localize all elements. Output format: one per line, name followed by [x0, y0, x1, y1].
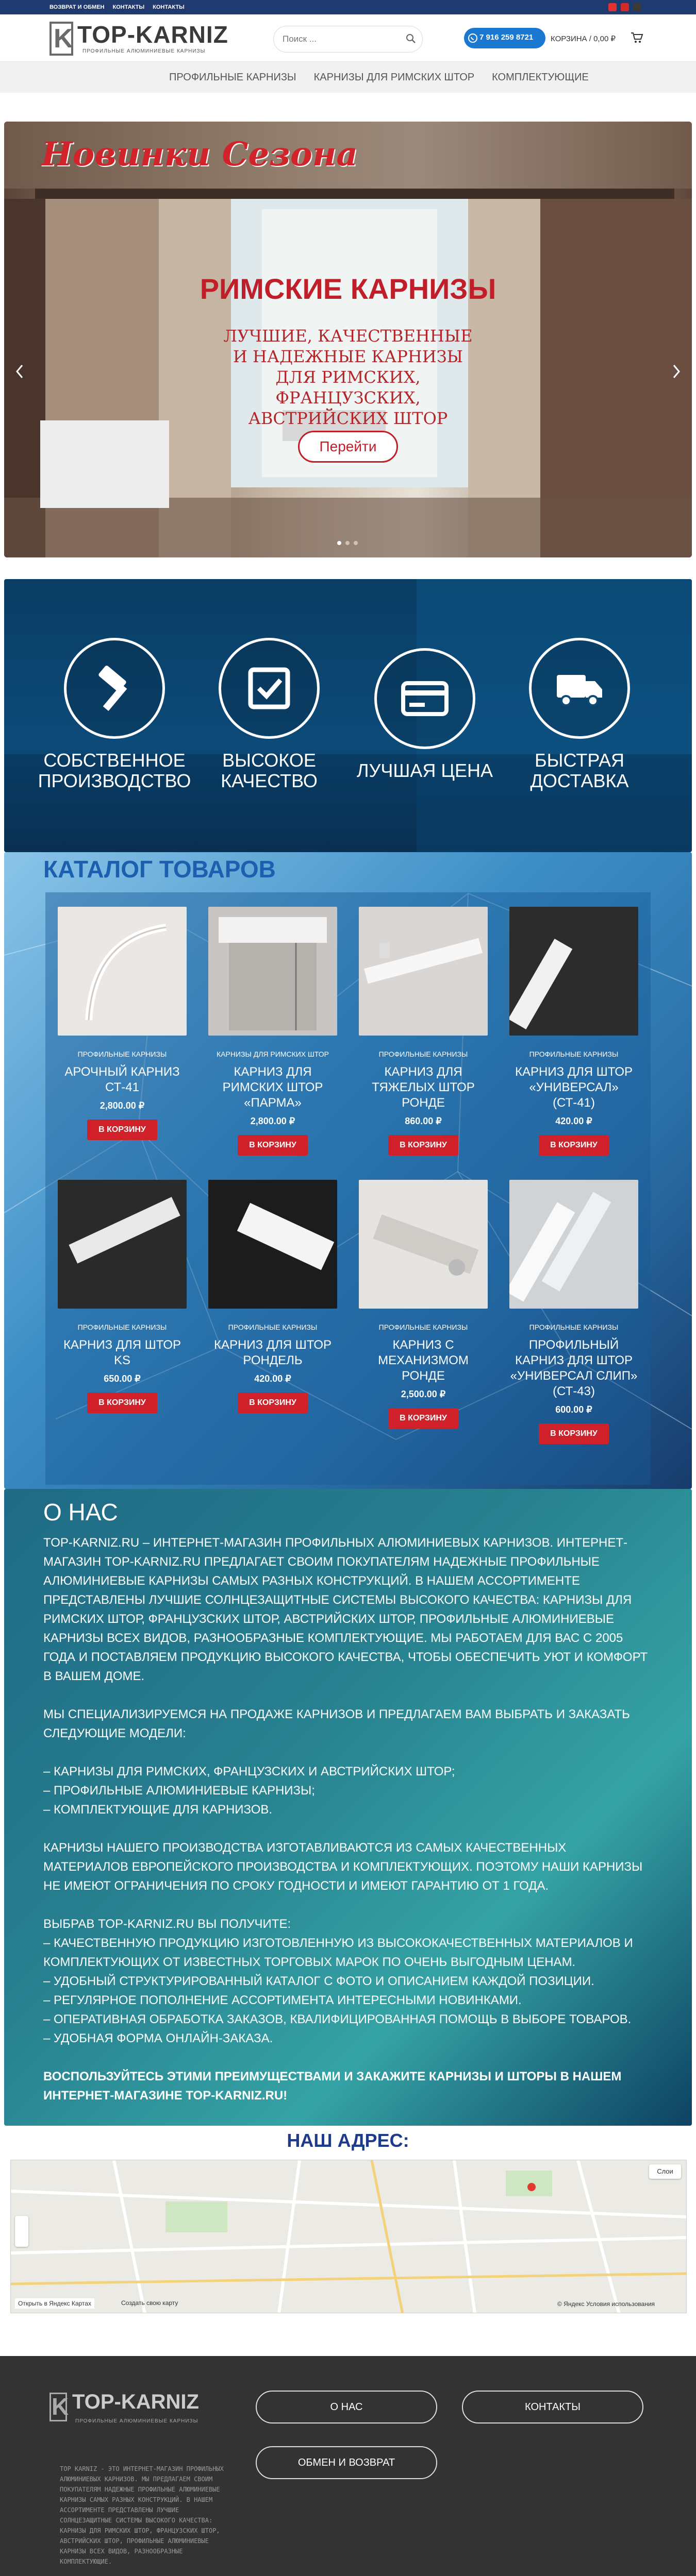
whatsapp-icon: [468, 33, 477, 43]
product-image[interactable]: [509, 907, 638, 1036]
top-links: [49, 0, 185, 14]
footer-description: TOP KARNIZ - ЭТО ИНТЕРНЕТ-МАГАЗИН ПРОФИЛЬНЫХ АЛЮМИНИЕВЫХ КАРНИЗОВ. МЫ ПРЕДЛАГАЕМ СВОИМ ПОКУПАТЕЛЯМ НАДЕЖНЫЕ ПРОФИЛЬНЫЕ АЛЮМИНИЕВЫЕ КАРНИЗЫ САМЫХ РАЗНЫХ КОНСТРУКЦИЙ. В НАШЕМ АССОРТИМЕНТЕ ПРЕДСТАВЛЕНЫ ЛУЧШИЕ СОЛНЦЕЗАЩИТНЫЕ СИСТЕМЫ ВЫСОКОГО КАЧЕСТВА: КАРНИЗЫ ДЛЯ РИМСКИХ ШТОР, ФРАНЦУЗСКИХ ШТОР, АВСТРИЙСКИХ ШТОР, ПРОФИЛЬНЫЕ АЛЮМИНИЕВЫЕ КАРНИЗЫ ВСЕХ ВИДОВ, РАЗНООБРАЗНЫЕ КОМПЛЕКТУЮЩИЕ.: [60, 2465, 224, 2565]
nav-item-profile[interactable]: ПРОФИЛЬНЫЕ КАРНИЗЫ: [169, 71, 296, 83]
checkmark-icon: [243, 663, 295, 714]
map-layers-button[interactable]: Слои: [649, 2164, 681, 2179]
mechanism-rail-image: [359, 1180, 488, 1309]
credit-card-icon: [399, 673, 451, 724]
logo-subtitle: ПРОФИЛЬНЫЕ АЛЮМИНИЕВЫЕ КАРНИЗЫ: [82, 48, 206, 54]
product-category[interactable]: ПРОФИЛЬНЫЕ КАРНИЗЫ: [378, 1050, 468, 1058]
arch-rail-image: [58, 907, 187, 1036]
slider-next-icon[interactable]: [671, 364, 682, 379]
product-category[interactable]: ПРОФИЛЬНЫЕ КАРНИЗЫ: [378, 1323, 468, 1331]
product-category[interactable]: ПРОФИЛЬНЫЕ КАРНИЗЫ: [228, 1323, 318, 1331]
product-price: 420.00 ₽: [254, 1374, 291, 1384]
product-card[interactable]: [208, 1180, 337, 1413]
map-zoom-control[interactable]: [15, 2216, 28, 2247]
heavy-rail-image: [359, 907, 488, 1036]
product-category[interactable]: ПРОФИЛЬНЫЕ КАРНИЗЫ: [77, 1050, 167, 1058]
add-to-cart-button[interactable]: В КОРЗИНУ: [539, 1135, 609, 1156]
about-paragraph: ВЫБРАВ TOP-KARNIZ.RU ВЫ ПОЛУЧИТЕ: – КАЧЕСТВЕННУЮ ПРОДУКЦИЮ ИЗГОТОВЛЕННУЮ ИЗ ВЫСОКОКАЧЕСТВЕННЫХ МАТЕРИАЛОВ И КОМПЛЕКТУЮЩИХ ОТ ИЗВЕСТНЫХ ТОРГОВЫХ МАРОК ПО ОЧЕНЬ ВЫГОДНЫМ ЦЕНАМ. – УДОБНЫЙ СТРУКТУРИРОВАННЫЙ КАТАЛОГ С ФОТО И ОПИСАНИЕМ КАЖДОЙ ПОЗИЦИИ. – РЕГУЛЯРНОЕ ПОПОЛНЕНИЕ АССОРТИМЕНТА ИНТЕРЕСНЫМИ НОВИНКАМИ. – ОПЕРАТИВНАЯ ОБРАБОТКА ЗАКАЗОВ, КВАЛИФИЦИРОВАННАЯ ПОМОЩЬ В ВЫБОРЕ ТОВАРОВ. – УДОБНАЯ ФОРМА ОНЛАЙН-ЗАКАЗА.: [43, 1917, 633, 2045]
hero-heading: РИМСКИЕ КАРНИЗЫ: [200, 273, 496, 305]
feature-title-2: ВЫСОКОЕ КАЧЕСТВО: [221, 750, 318, 791]
add-to-cart-button[interactable]: В КОРЗИНУ: [388, 1135, 458, 1156]
product-category[interactable]: КАРНИЗЫ ДЛЯ РИМСКИХ ШТОР: [216, 1050, 329, 1058]
search-icon[interactable]: [405, 33, 417, 44]
map-open-link[interactable]: Открыть в Яндекс Картах: [15, 2298, 94, 2309]
about-paragraph: TOP-KARNIZ.RU – ИНТЕРНЕТ-МАГАЗИН ПРОФИЛЬНЫХ АЛЮМИНИЕВЫХ КАРНИЗОВ. ИНТЕРНЕТ-МАГАЗИН TOP-KARNIZ.RU ПРЕДЛАГАЕТ СВОИМ ПОКУПАТЕЛЯМ НАДЕЖНЫЕ ПРОФИЛЬНЫЕ АЛЮМИНИЕВЫЕ КАРНИЗЫ САМЫХ РАЗНЫХ КОНСТРУКЦИЙ. В НАШЕМ АССОРТИМЕНТЕ ПРЕДСТАВЛЕНЫ ЛУЧШИЕ СОЛНЦЕЗАЩИТНЫЕ СИСТЕМЫ ВЫСОКОГО КАЧЕСТВА: КАРНИЗЫ ДЛЯ РИМСКИХ ШТОР, ФРАНЦУЗСКИХ ШТОР, АВСТРИЙСКИХ ШТОР, ПРОФИЛЬНЫЕ АЛЮМИНИЕВЫЕ КАРНИЗЫ ВСЕХ ВИДОВ, РАЗНООБРАЗНЫЕ КОМПЛЕКТУЮЩИЕ. МЫ РАБОТАЕМ ДЛЯ ВАС С 2005 ГОДА И ПОСТАВЛЯЕМ ПРОДУКЦИЮ ВЫСОКОГО КАЧЕСТВА, ЧТОБЫ ОБЕСПЕЧИТЬ УЮТ И КОМФОРТ В ВАШЕМ ДОМЕ.: [43, 1536, 648, 1683]
add-to-cart-button[interactable]: В КОРЗИНУ: [539, 1423, 609, 1444]
product-image[interactable]: [359, 1180, 488, 1309]
product-price: 600.00 ₽: [555, 1404, 592, 1415]
product-name[interactable]: КАРНИЗ ДЛЯ ТЯЖЕЛЫХ ШТОР РОНДЕ: [372, 1065, 475, 1110]
product-image[interactable]: [208, 907, 337, 1036]
ks-rail-image: [58, 1180, 187, 1309]
product-image[interactable]: [359, 907, 488, 1036]
slider-prev-icon[interactable]: [14, 364, 25, 379]
product-price: 2,500.00 ₽: [401, 1389, 446, 1399]
map-create-link[interactable]: Создать свою карту: [121, 2299, 178, 2307]
product-card[interactable]: [208, 907, 337, 1156]
product-price: 2,800.00 ₽: [100, 1100, 145, 1111]
search-input[interactable]: [283, 32, 396, 46]
feature-title-1: СОБСТВЕННОЕ ПРОИЗВОДСТВО: [38, 750, 191, 791]
footer-returns-button[interactable]: ОБМЕН И ВОЗВРАТ: [256, 2446, 437, 2479]
nav-items: [169, 62, 589, 93]
instagram-icon[interactable]: [633, 3, 641, 11]
logo-k-icon: K: [54, 24, 73, 54]
product-category[interactable]: ПРОФИЛЬНЫЕ КАРНИЗЫ: [77, 1323, 167, 1331]
cart-icon[interactable]: [630, 31, 643, 44]
slider-dot-2[interactable]: [345, 541, 350, 545]
footer-contacts-button[interactable]: КОНТАКТЫ: [462, 2391, 643, 2424]
product-price: 420.00 ₽: [555, 1116, 592, 1126]
product-card[interactable]: [359, 907, 488, 1156]
top-link-contacts[interactable]: КОНТАКТЫ: [112, 4, 145, 10]
about-title: О НАС: [43, 1499, 118, 1526]
product-name[interactable]: ПРОФИЛЬНЫЙ КАРНИЗ ДЛЯ ШТОР «УНИВЕРСАЛ СЛИП» (СТ-43): [510, 1338, 638, 1398]
add-to-cart-button[interactable]: В КОРЗИНУ: [238, 1393, 308, 1413]
product-card[interactable]: [58, 1180, 187, 1413]
product-image[interactable]: [208, 1180, 337, 1309]
map-tiles: [11, 2160, 687, 2313]
cart-link[interactable]: КОРЗИНА / 0,00 ₽: [551, 35, 616, 43]
hero-title: Новинки Сезона: [41, 135, 358, 174]
footer-logo-title[interactable]: TOP-KARNIZ: [72, 2391, 199, 2413]
add-to-cart-button[interactable]: В КОРЗИНУ: [87, 1120, 157, 1140]
map[interactable]: [10, 2160, 687, 2313]
hero-cta-button[interactable]: Перейти: [298, 431, 398, 463]
add-to-cart-button[interactable]: В КОРЗИНУ: [388, 1408, 458, 1429]
catalog-title: КАТАЛОГ ТОВАРОВ: [43, 856, 276, 883]
logo-title[interactable]: TOP-KARNIZ: [77, 21, 228, 48]
product-name[interactable]: КАРНИЗ С МЕХАНИЗМОМ РОНДЕ: [378, 1338, 469, 1383]
about-text: [43, 1533, 652, 2124]
product-card[interactable]: [58, 907, 187, 1140]
nav-item-accessories[interactable]: КОМПЛЕКТУЮЩИЕ: [492, 71, 589, 83]
hammer-icon: [89, 663, 140, 714]
product-price: 650.00 ₽: [104, 1374, 141, 1384]
universal-rail-image: [509, 907, 638, 1036]
youtube-icon[interactable]: [621, 3, 629, 11]
map-terms[interactable]: © Яндекс Условия использования: [557, 2300, 655, 2308]
product-name[interactable]: АРОЧНЫЙ КАРНИЗ СТ-41: [64, 1065, 180, 1094]
roman-rail-image: [208, 907, 337, 1036]
slider-dot-3[interactable]: [354, 541, 358, 545]
product-name[interactable]: КАРНИЗ ДЛЯ ШТОР KS: [63, 1338, 181, 1367]
product-card[interactable]: [509, 1180, 638, 1444]
address-title: НАШ АДРЕС:: [287, 2130, 409, 2151]
product-price: 2,800.00 ₽: [250, 1116, 295, 1126]
slip-rail-image: [509, 1180, 638, 1309]
feature-title-4: БЫСТРАЯ ДОСТАВКА: [530, 750, 629, 791]
footer-about-button[interactable]: О НАС: [256, 2391, 437, 2424]
about-paragraph: – КАРНИЗЫ ДЛЯ РИМСКИХ, ФРАНЦУЗСКИХ И АВСТРИЙСКИХ ШТОР; – ПРОФИЛЬНЫЕ АЛЮМИНИЕВЫЕ КАРНИЗЫ; – КОМПЛЕКТУЮЩИЕ ДЛЯ КАРНИЗОВ.: [43, 1765, 455, 1817]
truck-icon: [554, 663, 605, 714]
product-card[interactable]: [509, 907, 638, 1156]
product-image[interactable]: [509, 1180, 638, 1309]
about-paragraph: ВОСПОЛЬЗУЙТЕСЬ ЭТИМИ ПРЕИМУЩЕСТВАМИ И ЗАКАЖИТЕ КАРНИЗЫ И ШТОРЫ В НАШЕМ ИНТЕРНЕТ-МАГАЗИНЕ TOP-KARNIZ.RU!: [43, 2070, 622, 2103]
rondel-rail-image: [208, 1180, 337, 1309]
add-to-cart-button[interactable]: В КОРЗИНУ: [87, 1393, 157, 1413]
nav-item-roman[interactable]: КАРНИЗЫ ДЛЯ РИМСКИХ ШТОР: [313, 71, 475, 83]
about-paragraph: КАРНИЗЫ НАШЕГО ПРОИЗВОДСТВА ИЗГОТАВЛИВАЮТСЯ ИЗ САМЫХ КАЧЕСТВЕННЫХ МАТЕРИАЛОВ ЕВРОПЕЙСКОГО ПРОИЗВОДСТВА И КОМПЛЕКТУЮЩИХ. ПОЭТОМУ НАШИ КАРНИЗЫ НЕ ИМЕЮТ ОГРАНИЧЕНИЯ ПО СРОКУ ГОДНОСТИ И ИМЕЮТ ГАРАНТИЮ ОТ 1 ГОДА.: [43, 1841, 643, 1893]
product-name[interactable]: КАРНИЗ ДЛЯ РИМСКИХ ШТОР «ПАРМА»: [222, 1065, 323, 1110]
phone-number[interactable]: 7 916 259 8721: [479, 33, 534, 42]
hero-text: ЛУЧШИЕ, КАЧЕСТВЕННЫЕ И НАДЕЖНЫЕ КАРНИЗЫ ДЛЯ РИМСКИХ, ФРАНЦУЗСКИХ, АВСТРИЙСКИХ ШТОР: [223, 326, 473, 428]
slider-dot-1[interactable]: [337, 541, 341, 545]
top-link-contacts-2[interactable]: КОНТАКТЫ: [153, 4, 185, 10]
feature-title-3: ЛУЧШАЯ ЦЕНА: [356, 760, 493, 781]
product-price: 860.00 ₽: [405, 1116, 442, 1126]
footer-logo-k-icon: K: [52, 2393, 69, 2420]
add-to-cart-button[interactable]: В КОРЗИНУ: [238, 1135, 308, 1156]
product-image[interactable]: [58, 1180, 187, 1309]
vk-icon[interactable]: [608, 3, 617, 11]
product-category[interactable]: ПРОФИЛЬНЫЕ КАРНИЗЫ: [529, 1050, 619, 1058]
product-image[interactable]: [58, 907, 187, 1036]
product-name[interactable]: КАРНИЗ ДЛЯ ШТОР «УНИВЕРСАЛ» (СТ-41): [515, 1065, 633, 1110]
product-card[interactable]: [359, 1180, 488, 1429]
top-link-returns[interactable]: ВОЗВРАТ И ОБМЕН: [49, 4, 105, 10]
product-category[interactable]: ПРОФИЛЬНЫЕ КАРНИЗЫ: [529, 1323, 619, 1331]
about-paragraph: МЫ СПЕЦИАЛИЗИРУЕМСЯ НА ПРОДАЖЕ КАРНИЗОВ И ПРЕДЛАГАЕМ ВАМ ВЫБРАТЬ И ЗАКАЗАТЬ СЛЕДУЮЩИЕ МОДЕЛИ:: [43, 1707, 630, 1740]
footer-logo-subtitle: ПРОФИЛЬНЫЕ АЛЮМИНИЕВЫЕ КАРНИЗЫ: [75, 2418, 198, 2424]
product-name[interactable]: КАРНИЗ ДЛЯ ШТОР РОНДЕЛЬ: [214, 1338, 332, 1367]
